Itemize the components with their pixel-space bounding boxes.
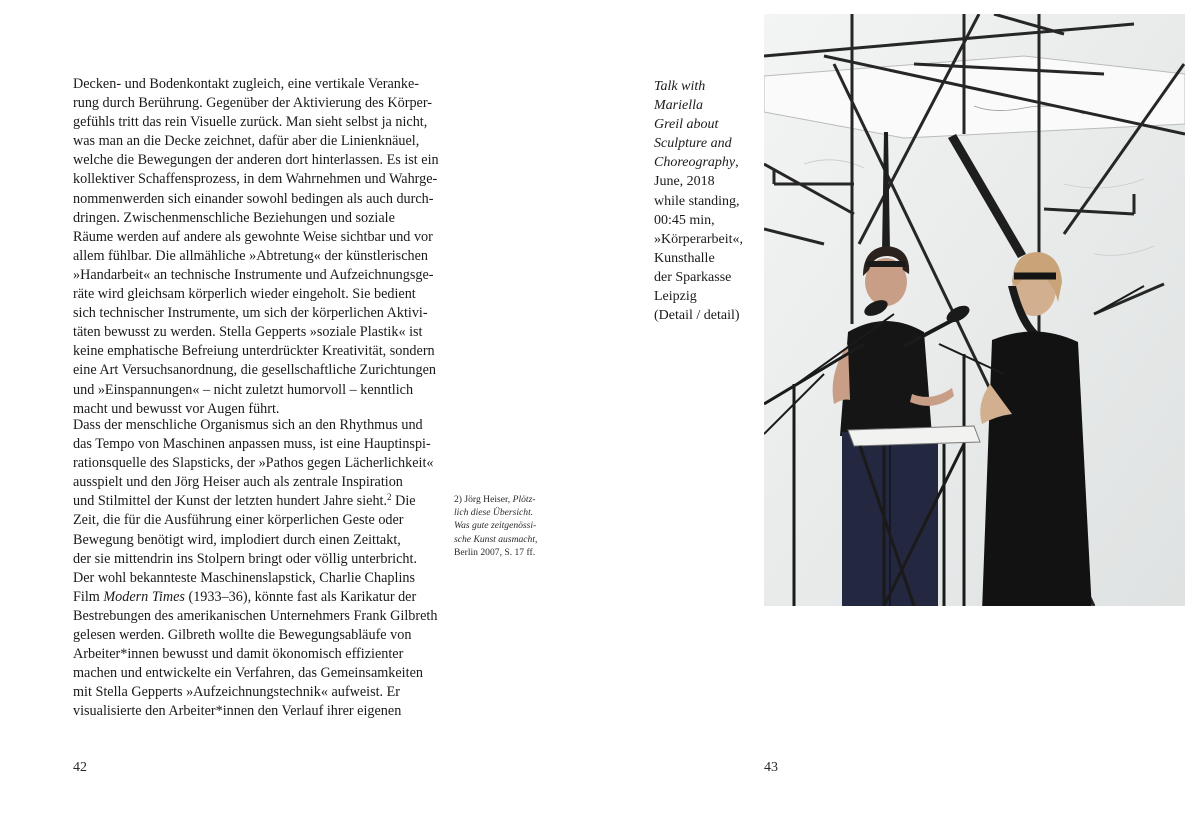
caption-date: June, 2018 <box>654 174 715 190</box>
caption-italic-2: Mariella <box>654 98 703 114</box>
film-title: Modern Times <box>103 588 185 605</box>
caption-venue-1: Kunsthalle <box>654 250 715 266</box>
caption-work-title: »Körperarbeit«, <box>654 231 744 247</box>
image-caption <box>654 77 764 325</box>
body-paragraph-1 <box>73 75 441 419</box>
paragraph-2-part-a: Dass der menschliche Organismus sich an den Rhythmus und das Tempo von Maschinen anpassen muss, ist eine Hauptinspi- rationsquelle des Slapsticks, der »Pathos gegen Lächerlichkeit« ausspielt und den Jörg Heiser auch als zentrale Inspiration und Stilmittel der Kunst der letzten hundert Jahre sieht. <box>73 417 434 510</box>
caption-venue-2: der Sparkasse <box>654 269 732 285</box>
caption-posture: while standing, <box>654 193 740 209</box>
footnote-suffix: Berlin 2007, S. 17 ff. <box>454 546 536 558</box>
caption-comma: , <box>735 155 739 171</box>
footnote-marker[interactable]: 2 <box>387 492 392 503</box>
right-page <box>600 0 1200 836</box>
caption-italic-3: Greil about <box>654 117 719 133</box>
caption-italic-4: Sculpture and <box>654 136 732 152</box>
footnote-prefix: 2) Jörg Heiser, <box>454 494 513 505</box>
page-number-right: 43 <box>764 760 778 775</box>
performance-photo <box>764 14 1185 606</box>
caption-italic-1: Talk with <box>654 79 706 94</box>
paragraph-2-part-b: Die Zeit, die für die Ausführung einer körperlichen Geste oder Bewegung benötigt wird, implodiert durch einen Zeittakt, der sie mittendrin ins Stolpern bringt oder völlig unterbricht. Der wohl bekannteste Maschinenslapstick, Charlie Chaplins Film <box>73 493 417 605</box>
footnote-title-line-2: lich diese Übersicht. <box>454 507 534 519</box>
footnote-title-line-3: Was gute zeitgenössi- <box>454 520 537 532</box>
caption-city: Leipzig <box>654 289 697 305</box>
caption-detail: (Detail / detail) <box>654 308 740 324</box>
paragraph-2-text <box>73 416 441 722</box>
footnote-title-line-1: Plötz- <box>512 494 536 505</box>
body-paragraph-2 <box>73 416 441 722</box>
paragraph-1-text: Decken- und Bodenkontakt zugleich, eine vertikale Veranke- rung durch Berührung. Gegenüber der Aktivierung des Körper- gefühls tritt das rein Visuelle zurück. Man sieht selbst ja nicht, was man an die Decke zeichnet, dafür aber die Linienknäuel, welche die Bewegungen der anderen dort hinterlassen. Es ist ein kollektiver Schaffensprozess, in dem Wahrnehmen und Wahrge- nommenwerden sich einander sowohl bedingen als auch durch- dringen. Zwischenmenschliche Beziehungen und soziale Räume werden auf andere als gewohnte Weise sichtbar und vor allem fühlbar. Die allmähliche »Abtretung« der künstlerischen »Handarbeit« an technische Instrumente und Aufzeichnungsge- räte wird gleichsam körperlich wieder eingeholt. Sie bedient sich technischer Instrumente, um sich der körperlichen Aktivi- täten bewusst zu werden. Stella Gepperts »soziale Plastik« ist keine emphatische Befreiung unterdrückter Kreativität, sondern eine Art Versuchsanordnung, die gesellschaftliche Zurichtungen und »Einspannungen« – nicht zuletzt humorvoll – kenntlich macht und bewusst vor Augen führt. <box>73 76 439 417</box>
footnote <box>454 493 574 559</box>
paragraph-2-part-c: (1933–36), könnte fast als Karikatur der Bestrebungen des amerikanischen Unternehmers Frank Gilbreth gelesen werden. Gilbreth wollte die Bewegungsabläufe von Arbeiter*innen bewusst und damit ökonomisch effizienter machen und entwickelte ein Verfahren, das Gemeinsamkeiten mit Stella Gepperts »Aufzeichnungstechnik« aufweist. Er visualisierte den Arbeiter*innen den Verlauf ihrer eigenen <box>73 588 438 720</box>
footnote-title-line-4: sche Kunst ausmacht, <box>454 533 538 545</box>
page-number-left: 42 <box>73 760 87 775</box>
caption-italic-5: Choreography <box>654 155 736 171</box>
photo-illustration <box>764 14 1185 606</box>
caption-duration: 00:45 min, <box>654 212 715 228</box>
caption-line-5 <box>654 153 764 172</box>
